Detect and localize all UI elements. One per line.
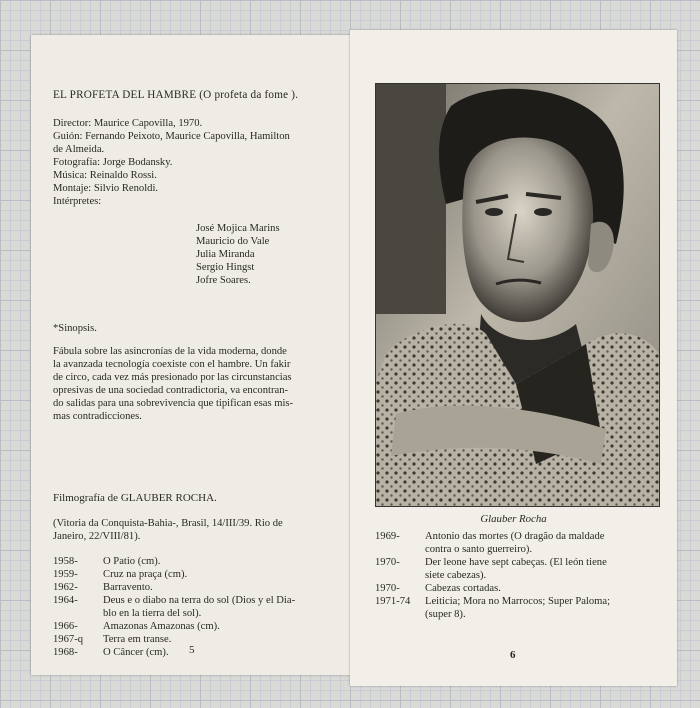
interpreter-name: José Mojica Marins — [196, 223, 280, 234]
synopsis-line: mas contradicciones. — [53, 411, 142, 422]
filmography-entry — [375, 595, 610, 621]
portrait-photo — [375, 83, 660, 507]
entry-title: Deus e o diabo na terra do sol (Dios y el Dia- — [103, 595, 296, 606]
entry-title: Antonio das mortes (O dragão da maldade — [425, 531, 605, 542]
filmography-list-left — [53, 555, 295, 659]
page-number-right: 6 — [510, 649, 516, 661]
credit-line: Intérpretes: — [53, 196, 102, 207]
interpreter-name: Jofre Soares. — [196, 275, 251, 286]
entry-year: 1971-74 — [375, 596, 411, 607]
entry-title-continued: blo en la tierra del sol). — [103, 608, 202, 619]
photo-caption: Glauber Rocha — [480, 513, 547, 525]
credit-line: Música: Reinaldo Rossi. — [53, 170, 157, 181]
entry-title-continued: (super 8). — [425, 609, 466, 620]
page-number-left: 5 — [189, 644, 195, 656]
entry-title: Cruz na praça (cm). — [103, 569, 188, 580]
synopsis-line: la avanzada tecnología coexiste con el hambre. Un fakir — [53, 359, 291, 370]
entry-year: 1964- — [53, 595, 78, 606]
entry-title: Cabezas cortadas. — [425, 583, 501, 594]
filmography-entry — [53, 620, 295, 633]
entry-title: Terra em transe. — [103, 634, 172, 645]
right-page — [350, 30, 677, 686]
credit-line: Director: Maurice Capovilla, 1970. — [53, 118, 203, 129]
entry-title-continued: siete cabezas). — [425, 570, 487, 581]
entry-year: 1962- — [53, 582, 78, 593]
credit-line: Montaje: Silvio Renoldi. — [53, 183, 159, 194]
entry-year: 1958- — [53, 556, 78, 567]
filmography-entry — [53, 568, 295, 581]
entry-year: 1968- — [53, 647, 78, 658]
interpreters-list — [196, 222, 280, 287]
filmography-entry — [53, 594, 295, 620]
entry-title: O Câncer (cm). — [103, 647, 169, 658]
credit-line: Guión: Fernando Peixoto, Maurice Capovilla, Hamilton — [53, 131, 290, 142]
credit-line: Fotografía: Jorge Bodansky. — [53, 157, 173, 168]
film-title: EL PROFETA DEL HAMBRE (O profeta da fome ). — [53, 89, 299, 101]
entry-year: 1967-q — [53, 634, 84, 645]
interpreter-name: Julia Miranda — [196, 249, 255, 260]
entry-title: Leiticia; Mora no Marrocos; Super Paloma; — [425, 596, 611, 607]
biography-dates — [53, 517, 283, 543]
entry-year: 1969- — [375, 531, 400, 542]
credits-block — [53, 117, 290, 208]
entry-title: Amazonas Amazonas (cm). — [103, 621, 220, 632]
filmography-list-right — [375, 530, 610, 621]
filmography-entry — [53, 646, 295, 659]
synopsis-heading: *Sinopsis. — [53, 323, 97, 334]
filmography-entry — [53, 555, 295, 568]
synopsis-line: Fábula sobre las asincronías de la vida moderna, donde — [53, 346, 287, 357]
entry-title: Barravento. — [103, 582, 153, 593]
entry-year: 1970- — [375, 557, 400, 568]
entry-title-continued: contra o santo guerreiro). — [425, 544, 533, 555]
entry-year: 1970- — [375, 583, 400, 594]
synopsis-text — [53, 345, 293, 423]
entry-year: 1959- — [53, 569, 78, 580]
filmography-entry — [375, 530, 610, 556]
bio-line: Janeiro, 22/VIII/81). — [53, 531, 141, 542]
filmography-entry — [53, 581, 295, 594]
interpreter-name: Sergio Hingst — [196, 262, 255, 273]
entry-title: Der leone have sept cabeças. (El león tiene — [425, 557, 607, 568]
filmography-heading: Filmografía de GLAUBER ROCHA. — [53, 492, 217, 504]
entry-title: O Patio (cm). — [103, 556, 161, 567]
synopsis-line: de circo, cada vez más presionado por las circunstancias — [53, 372, 292, 383]
credit-line: de Almeida. — [53, 144, 105, 155]
left-page — [31, 35, 350, 675]
bio-line: (Vitoria da Conquista-Bahia-, Brasil, 14/III/39. Rio de — [53, 518, 283, 529]
filmography-entry — [375, 582, 610, 595]
interpreter-name: Mauricio do Vale — [196, 236, 270, 247]
synopsis-line: opresivas de una sociedad contradictoria, va encontran- — [53, 385, 289, 396]
portrait-illustration — [376, 84, 659, 506]
filmography-entry — [53, 633, 295, 646]
filmography-entry — [375, 556, 610, 582]
synopsis-line: do salidas para una sobrevivencia que tipifican esas mis- — [53, 398, 294, 409]
entry-year: 1966- — [53, 621, 78, 632]
